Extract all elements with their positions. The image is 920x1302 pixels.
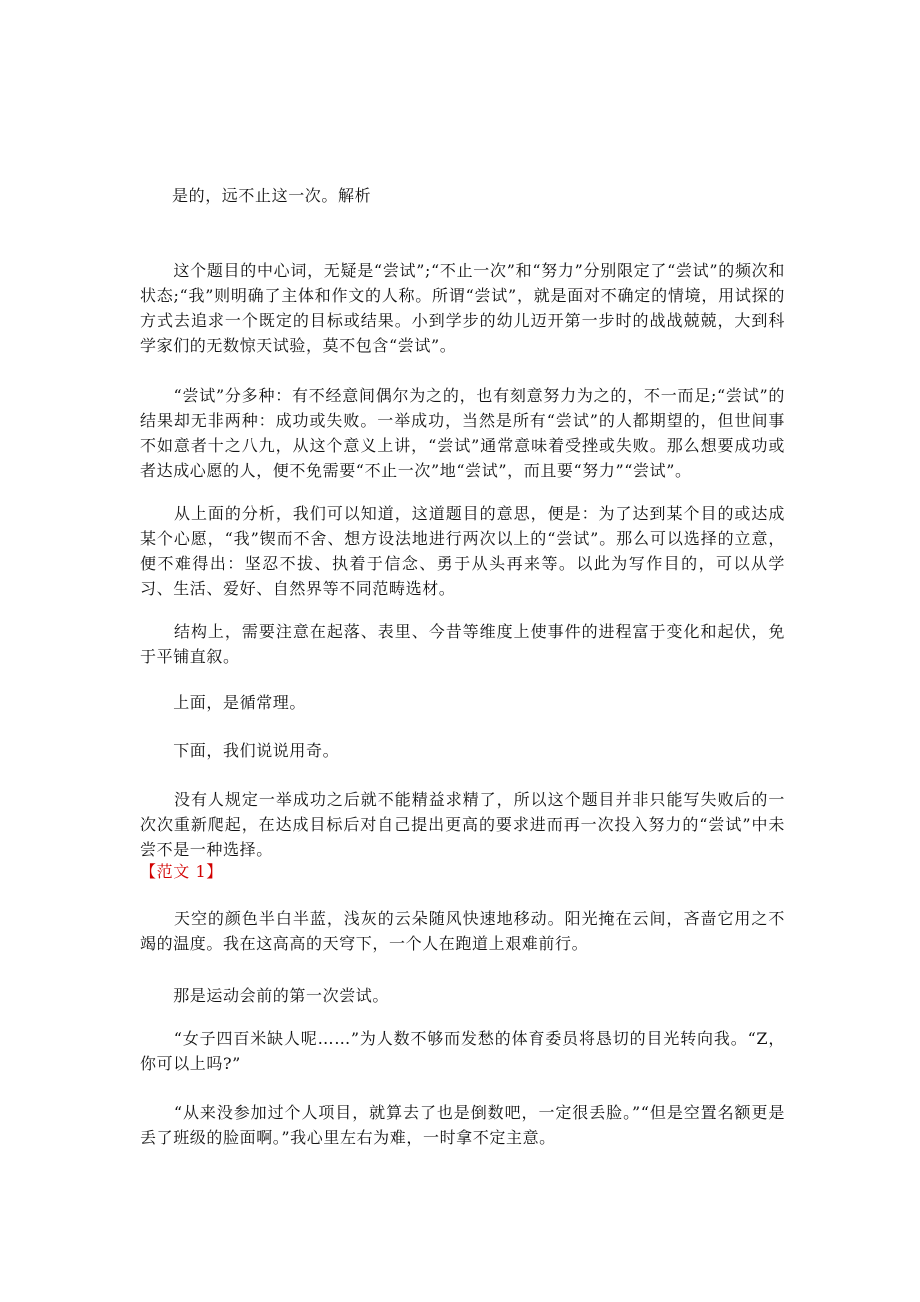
analysis-paragraph-4: 结构上，需要注意在起落、表里、今昔等维度上使事件的进程富于变化和起伏，免于平铺直叙。: [140, 622, 785, 666]
analysis-paragraph-6: 下面，我们说说用奇。: [140, 741, 340, 760]
heading-line: 是的，远不止这一次。解析: [172, 186, 372, 205]
essay-paragraph-3: “女子四百米缺人呢……”为人数不够而发愁的体育委员将恳切的目光转向我。“Z，你可以上吗?”: [140, 1029, 785, 1073]
sample-essay-tag: 【范文 1】: [140, 862, 223, 881]
analysis-paragraph-5: 上面，是循常理。: [140, 693, 307, 712]
essay-paragraph-2: 那是运动会前的第一次尝试。: [140, 986, 390, 1005]
analysis-paragraph-2: “尝试”分多种：有不经意间偶尔为之的，也有刻意努力为之的，不一而足;“尝试”的结果却无非两种：成功或失败。一举成功，当然是所有“尝试”的人都期望的，但世间事不如意者十之八九，从这个意义上讲，“尝试”通常意味着受挫或失败。那么想要成功或者达成心愿的人，便不免需要“不止一次”地“尝试”，而且要“努力”“尝试”。: [140, 386, 785, 480]
analysis-paragraph-1: 这个题目的中心词，无疑是“尝试”;“不止一次”和“努力”分别限定了“尝试”的频次和状态;“我”则明确了主体和作文的人称。所谓“尝试”，就是面对不确定的情境，用试探的方式去追求一个既定的目标或结果。小到学步的幼儿迈开第一步时的战战兢兢，大到科学家们的无数惊天试验，莫不包含“尝试”。: [140, 261, 785, 355]
essay-paragraph-4: “从来没参加过个人项目，就算去了也是倒数吧，一定很丢脸。”“但是空置名额更是丢了班级的脸面啊。”我心里左右为难，一时拿不定主意。: [140, 1103, 785, 1147]
essay-paragraph-1: 天空的颜色半白半蓝，浅灰的云朵随风快速地移动。阳光掩在云间，吝啬它用之不竭的温度。我在这高高的天穹下，一个人在跑道上艰难前行。: [140, 909, 785, 953]
analysis-paragraph-7: 没有人规定一举成功之后就不能精益求精了，所以这个题目并非只能写失败后的一次次重新爬起，在达成目标后对自己提出更高的要求进而再一次投入努力的“尝试”中未尝不是一种选择。: [140, 790, 785, 859]
analysis-paragraph-3: 从上面的分析，我们可以知道，这道题目的意思，便是：为了达到某个目的或达成某个心愿，“我”锲而不舍、想方设法地进行两次以上的“尝试”。那么可以选择的立意，便不难得出：坚忍不拔、执着于信念、勇于从头再来等。以此为写作目的，可以从学习、生活、爱好、自然界等不同范畴选材。: [140, 504, 785, 598]
